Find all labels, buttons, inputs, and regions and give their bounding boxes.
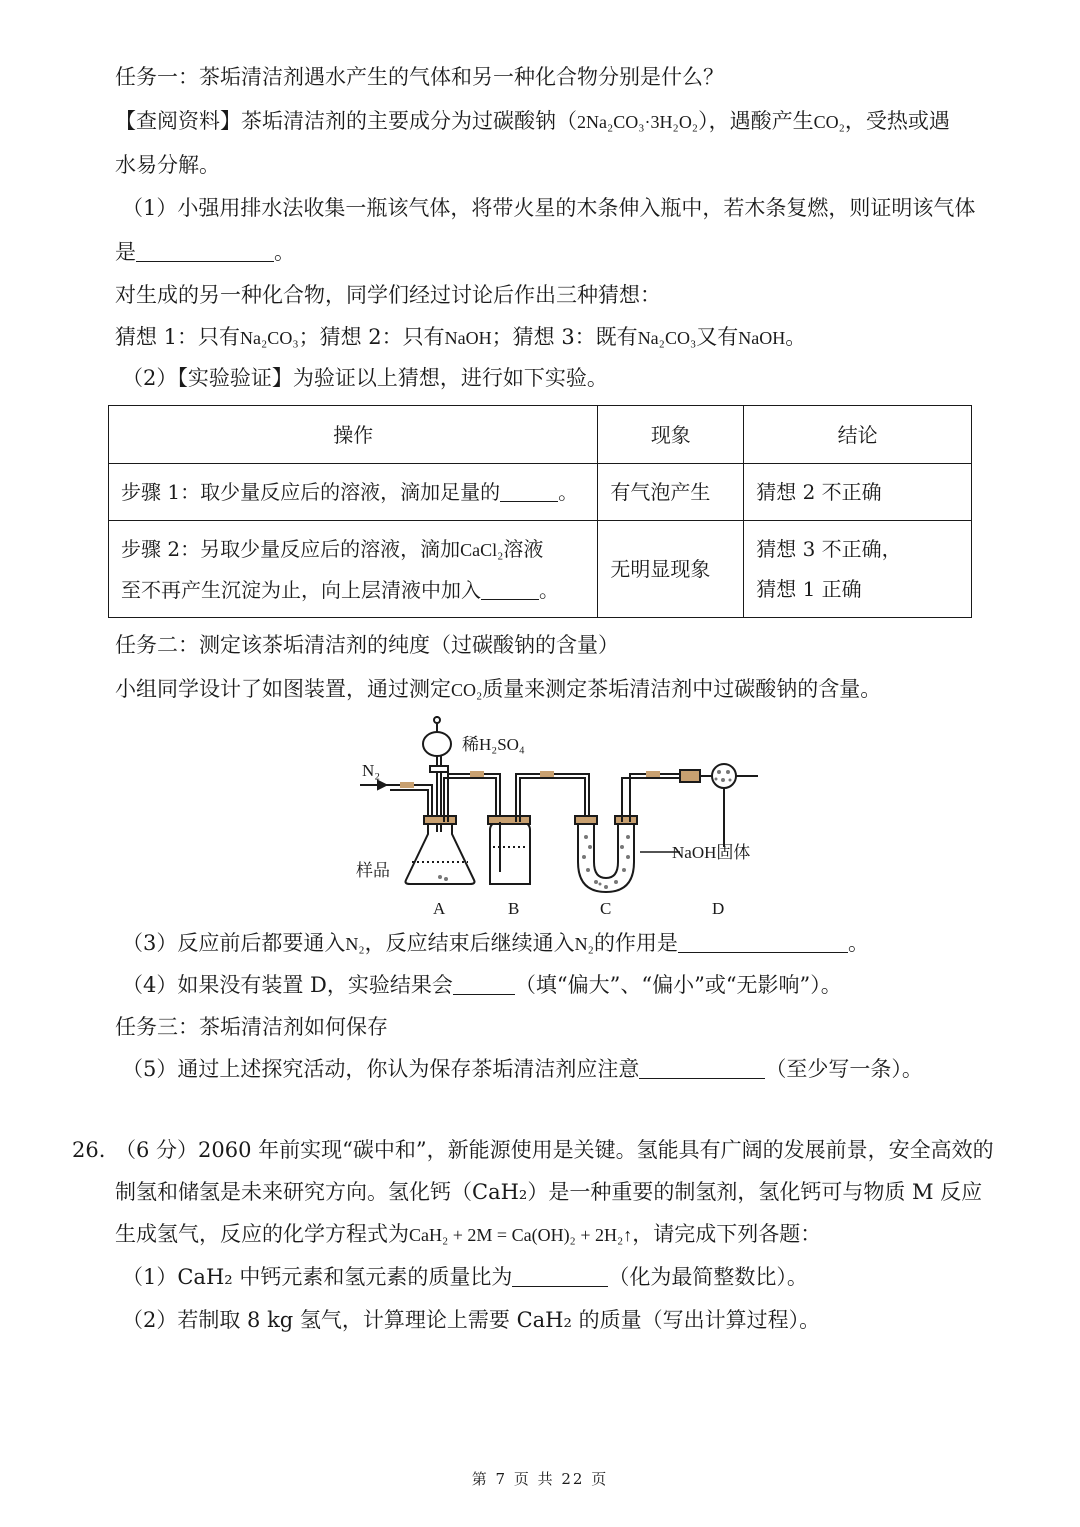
separatory-funnel xyxy=(423,732,451,756)
q26-p1-b: （化为最简整数比）。 xyxy=(608,1265,808,1289)
tube-a-to-b xyxy=(448,774,500,822)
guess-1: 猜想 1：只有 xyxy=(115,325,241,349)
guess-1-formula: Na₂CO₃ xyxy=(240,328,299,348)
n2-arrowhead xyxy=(378,781,386,789)
q3-line xyxy=(122,928,869,959)
guess-3-mid: 又有 xyxy=(696,325,739,349)
q26-line2: 制氢和储氢是未来研究方向。氢化钙（CaH₂）是一种重要的制氢剂，氢化钙可与物质 M 反应 xyxy=(115,1180,983,1204)
experiment-table xyxy=(108,405,972,618)
row2-formula: CaCl₂ xyxy=(460,539,504,560)
q4-a: （4）如果没有装置 D，实验结果会 xyxy=(122,973,453,997)
q26-p1-a: （1）CaH₂ 中钙元素和氢元素的质量比为 xyxy=(122,1265,513,1289)
row2-op-line1 xyxy=(121,529,585,570)
info-suffix: ，受热或遇 xyxy=(844,109,950,133)
q3-a: （3）反应前后都要通入 xyxy=(122,931,346,955)
q26-p2: （2）若制取 8 kg 氢气，计算理论上需要 CaH₂ 的质量（写出计算过程）。 xyxy=(122,1308,821,1332)
q4-line xyxy=(122,970,842,1000)
row1-conclusion: 猜想 2 不正确 xyxy=(744,464,972,521)
q1-line1: （1）小强用排水法收集一瓶该气体，将带火星的木条伸入瓶中，若木条复燃，则证明该气体 xyxy=(122,196,976,220)
task2-desc xyxy=(115,674,881,705)
table-row xyxy=(109,464,972,521)
row2-op-a: 步骤 2：另取少量反应后的溶液，滴加 xyxy=(121,536,461,561)
q3-b: ，反应结束后继续通入 xyxy=(364,931,575,955)
guess-2: ；猜想 2：只有 xyxy=(298,325,445,349)
label-a: A xyxy=(433,899,446,918)
task3-title: 任务三：茶垢清洁剂如何保存 xyxy=(115,1015,388,1039)
n2-label: N₂ xyxy=(362,761,381,780)
info-co2: CO₂ xyxy=(813,112,845,132)
q1-answer-blank[interactable] xyxy=(136,239,274,262)
row2-op-line2 xyxy=(121,570,585,610)
q26-line1: （6 分）2060 年前实现“碳中和”，新能源使用是关键。氢能具有广阔的发展前景，安全高效的 xyxy=(115,1138,994,1162)
label-d: D xyxy=(712,899,725,918)
row2-op-c: 至不再产生沉淀为止，向上层清液中加入 xyxy=(121,577,481,602)
guess-3-formula-b: NaOH xyxy=(738,328,786,348)
guess-intro: 对生成的另一种化合物，同学们经过讨论后作出三种猜想： xyxy=(115,283,661,307)
row2-concl-2: 猜想 1 正确 xyxy=(756,577,862,601)
label-c: C xyxy=(600,899,612,918)
task1-title: 任务一：茶垢清洁剂遇水产生的气体和另一种化合物分别是什么？ xyxy=(115,65,724,89)
sample-label: 样品 xyxy=(356,861,390,880)
row1-op-end: 。 xyxy=(558,480,579,504)
row1-reagent-blank[interactable] xyxy=(500,479,558,502)
label-b: B xyxy=(508,899,520,918)
desc-b: 质量来测定茶垢清洁剂中过碳酸钠的含量。 xyxy=(482,677,882,701)
row2-reagent-blank[interactable] xyxy=(481,577,539,600)
row2-op-end: 。 xyxy=(539,577,559,602)
guess-3-formula-a: Na₂CO₃ xyxy=(637,328,697,348)
row2-concl-1: 猜想 3 不正确， xyxy=(756,537,902,561)
drying-tube-d xyxy=(712,764,736,788)
info-cont: 水易分解。 xyxy=(115,153,220,177)
q5-b: （至少写一条）。 xyxy=(765,1057,923,1081)
guess-end: 。 xyxy=(785,325,807,349)
q26-line3-a: 生成氢气，反应的化学方程式为 xyxy=(115,1222,409,1246)
desc-a: 小组同学设计了如图装置，通过测定 xyxy=(115,677,451,701)
q26-equation: CaH₂ + 2M = Ca(OH)₂ + 2H₂↑ xyxy=(409,1225,633,1245)
desc-co2: CO₂ xyxy=(451,680,483,700)
q2-line: （2）【实验验证】为验证以上猜想，进行如下实验。 xyxy=(122,366,608,390)
q5-answer-blank[interactable] xyxy=(639,1056,765,1079)
solid-label: NaOH固体 xyxy=(672,843,751,862)
bottle-b xyxy=(490,822,530,884)
task2-title: 任务二：测定该茶垢清洁剂的纯度（过碳酸钠的含量） xyxy=(115,633,619,657)
u-tube-c xyxy=(578,822,634,892)
info-formula: 2Na₂CO₃·3H₂O₂ xyxy=(577,112,699,132)
row2-operation xyxy=(109,521,598,618)
q3-c: 的作用是 xyxy=(593,931,678,955)
q4-answer-blank[interactable] xyxy=(453,972,515,995)
reagent-label: 稀H₂SO₄ xyxy=(462,735,525,754)
stopper-b xyxy=(488,816,530,824)
q26-line3-b: ，请完成下列各题： xyxy=(632,1222,822,1246)
q5-line xyxy=(122,1054,923,1084)
info-prefix: 【查阅资料】茶垢清洁剂的主要成分为过碳酸钠（ xyxy=(115,109,577,133)
info-line xyxy=(115,106,950,137)
header-conclusion: 结论 xyxy=(744,406,972,464)
row1-operation xyxy=(109,464,598,521)
q3-n2-b: N₂ xyxy=(574,934,594,954)
header-phenomenon: 现象 xyxy=(598,406,744,464)
q1-line2 xyxy=(115,237,295,267)
row1-phenomenon: 有气泡产生 xyxy=(598,464,744,521)
q26-line3 xyxy=(115,1219,821,1250)
info-middle: ），遇酸产生 xyxy=(698,109,814,133)
q4-b: （填“偏大”、“偏小”或“无影响”）。 xyxy=(514,973,842,997)
guess-2-formula: NaOH xyxy=(444,328,492,348)
q26-number: 26. xyxy=(72,1138,106,1162)
q26-p1-answer-blank[interactable] xyxy=(512,1264,608,1287)
row1-op-text: 步骤 1：取少量反应后的溶液，滴加足量的 xyxy=(121,480,501,504)
q3-answer-blank[interactable] xyxy=(678,930,848,953)
table-row xyxy=(109,521,972,618)
row2-phenomenon: 无明显现象 xyxy=(598,521,744,618)
page-footer: 第 7 页 共 22 页 xyxy=(471,1470,609,1488)
header-operation: 操作 xyxy=(109,406,598,464)
q3-end: 。 xyxy=(847,931,869,955)
table-header-row xyxy=(109,406,972,464)
q5-a: （5）通过上述探究活动，你认为保存茶垢清洁剂应注意 xyxy=(122,1057,640,1081)
row2-conclusion xyxy=(744,521,972,618)
guess-line xyxy=(115,322,806,353)
stopper-a xyxy=(424,816,456,824)
apparatus-diagram xyxy=(350,712,780,922)
guess-3: ；猜想 3：既有 xyxy=(491,325,638,349)
q3-n2-a: N₂ xyxy=(345,934,365,954)
q1-suffix: 。 xyxy=(274,240,295,264)
q26-p1 xyxy=(122,1262,808,1292)
q1-prefix: 是 xyxy=(115,240,136,264)
row2-op-b: 溶液 xyxy=(503,536,544,561)
